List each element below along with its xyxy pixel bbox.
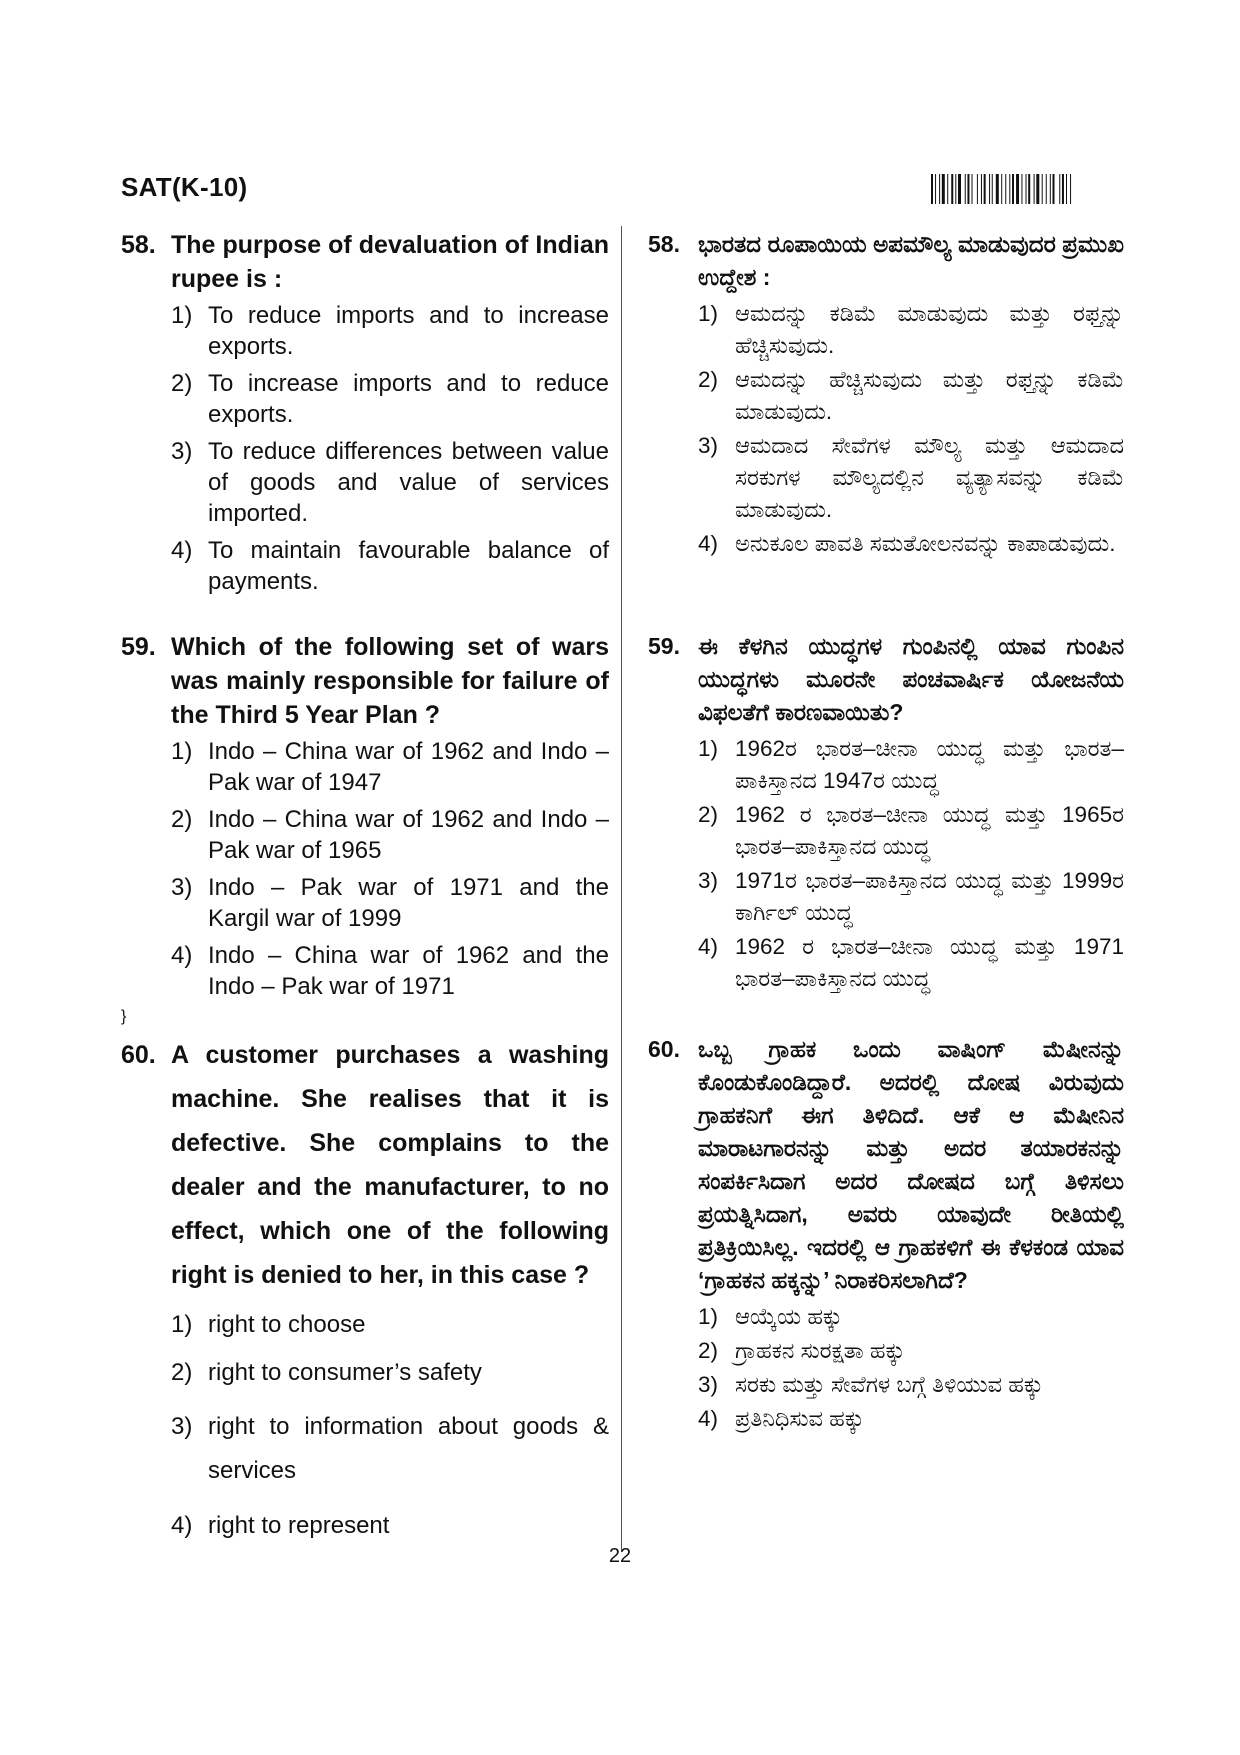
question-number: 60. [121, 1041, 156, 1069]
option-text: To maintain favourable balance of payments. [208, 537, 609, 595]
question-text: Which of the following set of wars was mainly responsible for failure of the Third 5 Year Plan ? [171, 633, 609, 729]
option-1 [171, 736, 609, 798]
option-2 [698, 364, 1124, 428]
option-text: ಅನುಕೂಲ ಪಾವತಿ ಸಮತೋಲನವನ್ನು ಕಾಪಾಡುವುದು. [735, 531, 1116, 556]
option-text: ಆಮದಾದ ಸೇವೆಗಳ ಮೌಲ್ಯ ಮತ್ತು ಆಮದಾದ ಸರಕುಗಳ ಮೌಲ್ಯದಲ್ಲಿನ ವ್ಯತ್ಯಾಸವನ್ನು ಕಡಿಮೆ ಮಾಡುವುದು. [735, 433, 1124, 522]
option-number: 2) [698, 802, 719, 827]
options-list [171, 1309, 609, 1541]
question-text: ಭಾರತದ ರೂಪಾಯಿಯ ಅಪಮೌಲ್ಯ ಮಾಡುವುದರ ಪ್ರಮುಖ ಉದ್ದೇಶ : [698, 231, 1124, 290]
barcode-icon [931, 174, 1121, 204]
option-number: 3) [171, 1413, 193, 1440]
option-2 [171, 804, 609, 866]
option-number: 2) [171, 806, 193, 833]
option-2 [698, 799, 1124, 863]
question-58-en [121, 228, 609, 603]
option-number: 4) [698, 531, 719, 556]
option-3 [171, 872, 609, 934]
option-4 [171, 1510, 609, 1541]
question-stem [648, 630, 1124, 729]
option-4 [698, 528, 1124, 560]
option-number: 3) [698, 433, 719, 458]
option-2 [171, 1357, 609, 1388]
option-number: 1) [171, 302, 193, 329]
page-header [121, 172, 1121, 212]
option-number: 4) [171, 942, 193, 969]
option-text: ಆಮದನ್ನು ಹೆಚ್ಚಿಸುವುದು ಮತ್ತು ರಫ್ತನ್ನು ಕಡಿಮೆ ಮಾಡುವುದು. [735, 367, 1124, 424]
option-text: ಪ್ರತಿನಿಧಿಸುವ ಹಕ್ಕು [735, 1406, 865, 1431]
option-3 [171, 436, 609, 529]
options-list [698, 1301, 1124, 1435]
option-4 [698, 931, 1124, 995]
option-text: right to represent [208, 1512, 390, 1539]
question-number: 59. [648, 633, 680, 659]
option-number: 4) [698, 934, 719, 959]
question-text: A customer purchases a washing machine. She realises that it is defective. She complains to the dealer and the manufacturer, to no effect, which one of the following right is denied to her, in this case ? [171, 1041, 609, 1289]
option-number: 4) [171, 1512, 193, 1539]
question-text: The purpose of devaluation of Indian rupee is : [171, 231, 609, 293]
option-text: 1962 ರ ಭಾರತ–ಚೀನಾ ಯುದ್ಧ ಮತ್ತು 1971 ಭಾರತ–ಪಾಕಿಸ್ತಾನದ ಯುದ್ಧ [735, 934, 1124, 991]
option-text: ಆಮದನ್ನು ಕಡಿಮೆ ಮಾಡುವುದು ಮತ್ತು ರಫ್ತನ್ನು ಹೆಚ್ಚಿಸುವುದು. [735, 301, 1124, 358]
column-divider [621, 226, 622, 1552]
question-text: ಒಬ್ಬ ಗ್ರಾಹಕ ಒಂದು ವಾಷಿಂಗ್ ಮೆಷೀನನ್ನು ಕೊಂಡುಕೊಂಡಿದ್ದಾರೆ. ಅದರಲ್ಲಿ ದೋಷ ವಿರುವುದು ಗ್ರಾಹಕನಿಗೆ ಈಗ ತಿಳಿದಿದೆ. ಆಕೆ ಆ ಮೆಷೀನಿನ ಮಾರಾಟಗಾರನನ್ನು ಮತ್ತು ಅದರ ತಯಾರಕನನ್ನು ಸಂಪರ್ಕಿಸಿದಾಗ ಅದರ ದೋಷದ ಬಗ್ಗೆ ತಿಳಿಸಲು ಪ್ರಯತ್ನಿಸಿದಾಗ, ಅವರು ಯಾವುದೇ ರೀತಿಯಲ್ಲಿ ಪ್ರತಿಕ್ರಿಯಿಸಿಲ್ಲ. ಇದರಲ್ಲಿ ಆ ಗ್ರಾಹಕಳಿಗೆ ಈ ಕೆಳಕಂಡ ಯಾವ ‘ಗ್ರಾಹಕನ ಹಕ್ಕನ್ನು’ ನಿರಾಕರಿಸಲಾಗಿದೆ? [698, 1036, 1124, 1293]
option-number: 3) [171, 438, 193, 465]
option-1 [698, 298, 1124, 362]
option-text: To reduce imports and to increase exports. [208, 302, 609, 360]
option-number: 4) [171, 537, 193, 564]
question-60-en [121, 1033, 609, 1558]
option-4 [171, 940, 609, 1002]
question-59-en: 59. Which of the following set of wars was mainly responsible for failure of the Third 5 Year Plan ? 1) Indo – China war of 1962 and Indo – Pak war of 1947 2) Indo – China war of 1962 and Indo – Pak war of 1965 3) Indo – Pak war of 1971 and the Kargil war of 1999 4) Indo – China war of 1962 and the Indo – Pak war of 1971 } [121, 630, 609, 1026]
question-text: ಈ ಕೆಳಗಿನ ಯುದ್ಧಗಳ ಗುಂಪಿನಲ್ಲಿ ಯಾವ ಗುಂಪಿನ ಯುದ್ಧಗಳು ಮೂರನೇ ಪಂಚವಾರ್ಷಿಕ ಯೋಜನೆಯ ವಿಫಲತೆಗೆ ಕಾರಣವಾಯಿತು? [698, 633, 1124, 725]
question-number: 58. [121, 231, 156, 259]
option-3 [698, 865, 1124, 929]
option-number: 2) [171, 370, 193, 397]
option-text: 1971ರ ಭಾರತ–ಪಾಕಿಸ್ತಾನದ ಯುದ್ಧ ಮತ್ತು 1999ರ ಕಾರ್ಗಿಲ್ ಯುದ್ಧ [735, 868, 1124, 925]
question-60-kn [648, 1033, 1124, 1437]
option-number: 3) [171, 874, 193, 901]
option-1 [698, 1301, 1124, 1333]
option-3 [698, 430, 1124, 526]
question-stem [121, 1033, 609, 1297]
option-text: right to consumer’s safety [208, 1359, 482, 1386]
options-list [171, 736, 609, 1002]
question-number: 60. [648, 1036, 680, 1062]
option-text: ಆಯ್ಕೆಯ ಹಕ್ಕು [735, 1304, 843, 1329]
option-number: 1) [171, 1311, 193, 1338]
option-number: 1) [698, 736, 719, 761]
page-number: 22 [608, 1545, 632, 1567]
option-number: 2) [698, 1338, 719, 1363]
option-text: Indo – China war of 1962 and Indo – Pak war of 1965 [208, 806, 609, 864]
option-text: Indo – China war of 1962 and the Indo – Pak war of 1971 [208, 942, 609, 1000]
option-2 [698, 1335, 1124, 1367]
options-list [698, 733, 1124, 995]
option-number: 3) [698, 868, 719, 893]
options-list [698, 298, 1124, 560]
option-3 [171, 1405, 609, 1493]
option-1 [698, 733, 1124, 797]
question-stem [121, 630, 609, 732]
option-4 [171, 535, 609, 597]
option-text: To reduce differences between value of goods and value of services imported. [208, 438, 609, 527]
option-text: Indo – Pak war of 1971 and the Kargil war of 1999 [208, 874, 609, 932]
option-number: 3) [698, 1372, 719, 1397]
option-number: 1) [171, 738, 193, 765]
question-58-kn [648, 228, 1124, 562]
option-text: Indo – China war of 1962 and Indo – Pak war of 1947 [208, 738, 609, 796]
option-3 [698, 1369, 1124, 1401]
question-stem [121, 228, 609, 296]
option-text: ಸರಕು ಮತ್ತು ಸೇವೆಗಳ ಬಗ್ಗೆ ತಿಳಿಯುವ ಹಕ್ಕು [735, 1372, 1044, 1397]
option-1 [171, 300, 609, 362]
question-stem [648, 1033, 1124, 1297]
option-number: 4) [698, 1406, 719, 1431]
question-number: 58. [648, 231, 680, 257]
option-number: 2) [698, 367, 719, 392]
option-text: 1962ರ ಭಾರತ–ಚೀನಾ ಯುದ್ಧ ಮತ್ತು ಭಾರತ–ಪಾಕಿಸ್ತಾನದ 1947ರ ಯುದ್ಧ [735, 736, 1124, 793]
option-4 [698, 1403, 1124, 1435]
option-number: 2) [171, 1359, 193, 1386]
paper-code: SAT(K-10) [121, 172, 248, 202]
option-text: right to choose [208, 1311, 366, 1338]
option-text: To increase imports and to reduce exports. [208, 370, 609, 428]
question-59-kn [648, 630, 1124, 997]
options-list [171, 300, 609, 597]
option-text: 1962 ರ ಭಾರತ–ಚೀನಾ ಯುದ್ಧ ಮತ್ತು 1965ರ ಭಾರತ–ಪಾಕಿಸ್ತಾನದ ಯುದ್ಧ [735, 802, 1124, 859]
option-number: 1) [698, 1304, 719, 1329]
option-text: right to information about goods & services [208, 1413, 609, 1484]
option-1 [171, 1309, 609, 1340]
option-2 [171, 368, 609, 430]
option-text: ಗ್ರಾಹಕನ ಸುರಕ್ಷತಾ ಹಕ್ಕು [735, 1338, 905, 1363]
option-number: 1) [698, 301, 719, 326]
question-number: 59. [121, 633, 156, 661]
question-stem [648, 228, 1124, 294]
